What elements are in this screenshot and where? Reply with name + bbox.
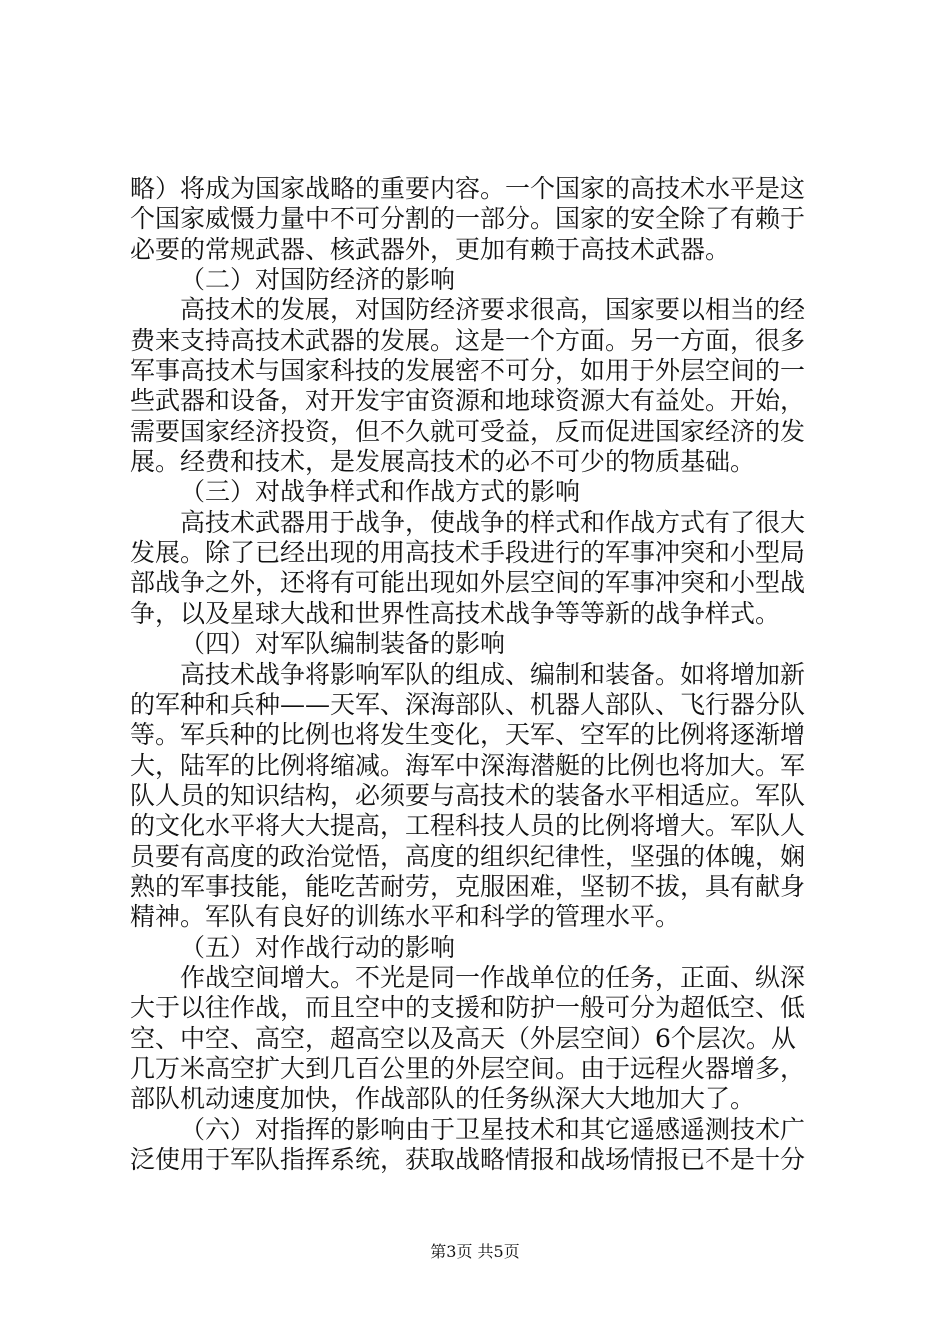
body-line: 些武器和设备，对开发宇宙资源和地球资源大有益处。开始， bbox=[130, 386, 806, 416]
section-heading-2: （二）对国防经济的影响 bbox=[180, 265, 456, 295]
body-line: 展。经费和技术，是发展高技术的必不可少的物质基础。 bbox=[130, 447, 756, 477]
body-line: 需要国家经济投资，但不久就可受益，反而促进国家经济的发 bbox=[130, 416, 806, 446]
body-line: 个国家威慑力量中不可分割的一部分。国家的安全除了有赖于 bbox=[130, 204, 806, 234]
body-line: 员要有高度的政治觉悟，高度的组织纪律性，坚强的体魄，娴 bbox=[130, 841, 806, 871]
body-line: 大，陆军的比例将缩减。海军中深海潜艇的比例也将加大。军 bbox=[130, 750, 806, 780]
body-line: 部战争之外，还将有可能出现如外层空间的军事冲突和小型战 bbox=[130, 568, 806, 598]
paragraph-first-line: 高技术战争将影响军队的组成、编制和装备。如将增加新 bbox=[180, 659, 806, 689]
body-line: 几万米高空扩大到几百公里的外层空间。由于远程火器增多， bbox=[130, 1053, 806, 1083]
body-line: 精神。军队有良好的训练水平和科学的管理水平。 bbox=[130, 902, 681, 932]
body-line: 必要的常规武器、核武器外，更加有赖于高技术武器。 bbox=[130, 234, 731, 264]
body-line: 的文化水平将大大提高，工程科技人员的比例将增大。军队人 bbox=[130, 811, 806, 841]
body-line: 空、中空、高空，超高空以及高天（外层空间）6个层次。从 bbox=[130, 1023, 796, 1053]
body-line: 熟的军事技能，能吃苦耐劳，克服困难，坚韧不拔，具有献身 bbox=[130, 871, 806, 901]
body-line: 军事高技术与国家科技的发展密不可分，如用于外层空间的一 bbox=[130, 356, 806, 386]
paragraph-first-line: 高技术武器用于战争，使战争的样式和作战方式有了很大 bbox=[180, 507, 806, 537]
section-heading-5: （五）对作战行动的影响 bbox=[180, 932, 456, 962]
body-line: 略）将成为国家战略的重要内容。一个国家的高技术水平是这 bbox=[130, 174, 806, 203]
body-line: 大于以往作战，而且空中的支援和防护一般可分为超低空、低 bbox=[130, 993, 806, 1023]
body-line: 泛使用于军队指挥系统，获取战略情报和战场情报已不是十分 bbox=[130, 1145, 806, 1174]
paragraph-first-line: 高技术的发展，对国防经济要求很高，国家要以相当的经 bbox=[180, 295, 806, 325]
body-line: 争，以及星球大战和世界性高技术战争等等新的战争样式。 bbox=[130, 598, 781, 628]
body-line: 部队机动速度加快，作战部队的任务纵深大大地加大了。 bbox=[130, 1084, 756, 1114]
section-heading-6: （六）对指挥的影响由于卫星技术和其它遥感遥测技术广 bbox=[180, 1114, 806, 1144]
body-line: 费来支持高技术武器的发展。这是一个方面。另一方面，很多 bbox=[130, 325, 806, 355]
page-footer: 第3页 共5页 bbox=[430, 1242, 520, 1261]
body-line: 发展。除了已经出现的用高技术手段进行的军事冲突和小型局 bbox=[130, 538, 806, 568]
document-body bbox=[130, 174, 830, 1175]
section-heading-4: （四）对军队编制装备的影响 bbox=[180, 629, 506, 659]
body-line: 队人员的知识结构，必须要与高技术的装备水平相适应。军队 bbox=[130, 780, 806, 810]
paragraph-first-line: 作战空间增大。不光是同一作战单位的任务，正面、纵深 bbox=[180, 962, 806, 992]
section-heading-3: （三）对战争样式和作战方式的影响 bbox=[180, 477, 581, 507]
body-line: 等。军兵种的比例也将发生变化，天军、空军的比例将逐渐增 bbox=[130, 720, 806, 750]
body-line: 的军种和兵种——天军、深海部队、机器人部队、飞行器分队 bbox=[130, 689, 806, 719]
